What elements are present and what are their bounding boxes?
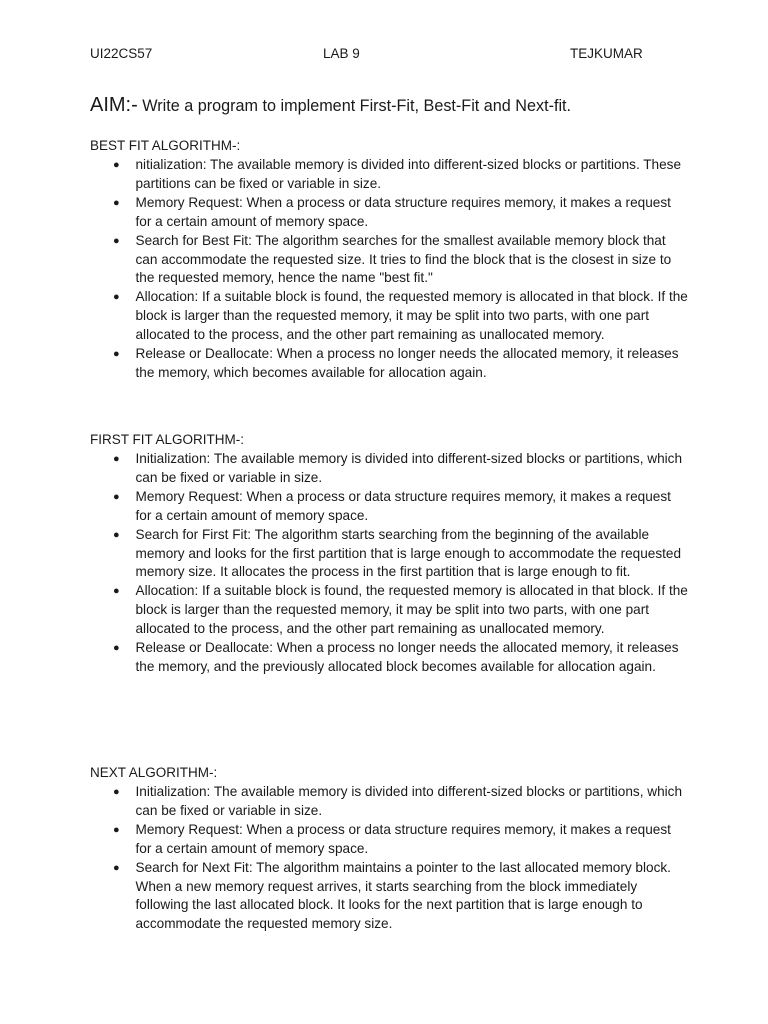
aim-label: AIM:- xyxy=(90,94,138,116)
list-item xyxy=(90,821,690,859)
bullet-icon: ● xyxy=(113,528,120,541)
list-item xyxy=(90,859,690,935)
header-roll-number: UI22CS57 xyxy=(90,46,153,61)
list-item-text: nitialization: The available memory is divided into different-sized blocks or partitions. These partitions can be fixed or variable in size. xyxy=(135,157,682,191)
list-item xyxy=(90,639,690,677)
best-fit-section xyxy=(90,137,690,383)
header-lab-number: LAB 9 xyxy=(323,46,360,61)
bullet-icon: ● xyxy=(113,585,120,598)
next-fit-section xyxy=(90,764,690,934)
section-title: NEXT ALGORITHM-: xyxy=(90,765,218,780)
header-author-name: TEJKUMAR xyxy=(570,46,643,61)
list-item xyxy=(90,526,690,583)
list-item xyxy=(90,156,690,194)
bullet-list xyxy=(90,783,690,934)
bullet-icon: ● xyxy=(113,196,120,209)
list-item-text: Search for First Fit: The algorithm starts searching from the beginning of the available memory and looks for the first partition that is large enough to accommodate the requested memory size. It allocates the process in the first partition that is large enough to fit. xyxy=(135,526,682,580)
bullet-icon: ● xyxy=(113,861,120,874)
list-item-text: Allocation: If a suitable block is found, the requested memory is allocated in that block. If the block is larger than the requested memory, it may be split into two parts, with one part allocated to the process, and the other part remaining as unallocated memory. xyxy=(135,583,688,637)
bullet-icon: ● xyxy=(113,291,120,304)
list-item xyxy=(90,488,690,526)
list-item-text: Allocation: If a suitable block is found, the requested memory is allocated in that block. If the block is larger than the requested memory, it may be split into two parts, with one part allocated to the process, and the other part remaining as unallocated memory. xyxy=(135,289,688,343)
list-item xyxy=(90,450,690,488)
list-item xyxy=(90,194,690,232)
aim-statement xyxy=(90,94,710,117)
list-item xyxy=(90,232,690,289)
bullet-icon: ● xyxy=(113,490,120,503)
list-item-text: Memory Request: When a process or data structure requires memory, it makes a request for a certain amount of memory space. xyxy=(135,194,671,229)
list-item xyxy=(90,345,690,383)
bullet-icon: ● xyxy=(113,348,120,361)
list-item xyxy=(90,582,690,639)
bullet-icon: ● xyxy=(113,159,120,171)
bullet-icon: ● xyxy=(113,642,120,655)
list-item xyxy=(90,288,690,345)
list-item-text: Initialization: The available memory is divided into different-sized blocks or partitions, which can be fixed or variable in size. xyxy=(135,784,683,818)
list-item-text: Memory Request: When a process or data structure requires memory, it makes a request for a certain amount of memory space. xyxy=(135,488,671,523)
list-item-text: Search for Best Fit: The algorithm searches for the smallest available memory block that can accommodate the requested size. It tries to find the block that is the closest in size to the requested memory, hence the name "best fit." xyxy=(135,232,672,286)
list-item-text: Initialization: The available memory is divided into different-sized blocks or partitions, which can be fixed or variable in size. xyxy=(135,451,683,485)
bullet-icon: ● xyxy=(113,786,120,798)
aim-text: Write a program to implement First-Fit, Best-Fit and Next-fit. xyxy=(137,97,572,115)
bullet-icon: ● xyxy=(113,234,120,247)
list-item xyxy=(90,783,690,821)
first-fit-section xyxy=(90,431,690,677)
bullet-icon: ● xyxy=(113,453,120,465)
bullet-list xyxy=(90,450,690,677)
list-item-text: Search for Next Fit: The algorithm maintains a pointer to the last allocated memory block. When a new memory request arrives, it starts searching from the block immediately following the last allocated block. It looks for the next partition that is large enough to accommodate the requested memory size. xyxy=(135,859,671,932)
section-title: BEST FIT ALGORITHM-: xyxy=(90,138,241,153)
list-item-text: Memory Request: When a process or data structure requires memory, it makes a request for a certain amount of memory space. xyxy=(135,821,671,856)
bullet-list xyxy=(90,156,690,383)
bullet-icon: ● xyxy=(113,823,120,836)
list-item-text: Release or Deallocate: When a process no longer needs the allocated memory, it releases the memory, which becomes available for allocation again. xyxy=(135,346,679,380)
page-header xyxy=(90,46,650,64)
list-item-text: Release or Deallocate: When a process no longer needs the allocated memory, it releases the memory, and the previously allocated block becomes available for allocation again. xyxy=(135,640,679,674)
section-title: FIRST FIT ALGORITHM-: xyxy=(90,432,245,447)
